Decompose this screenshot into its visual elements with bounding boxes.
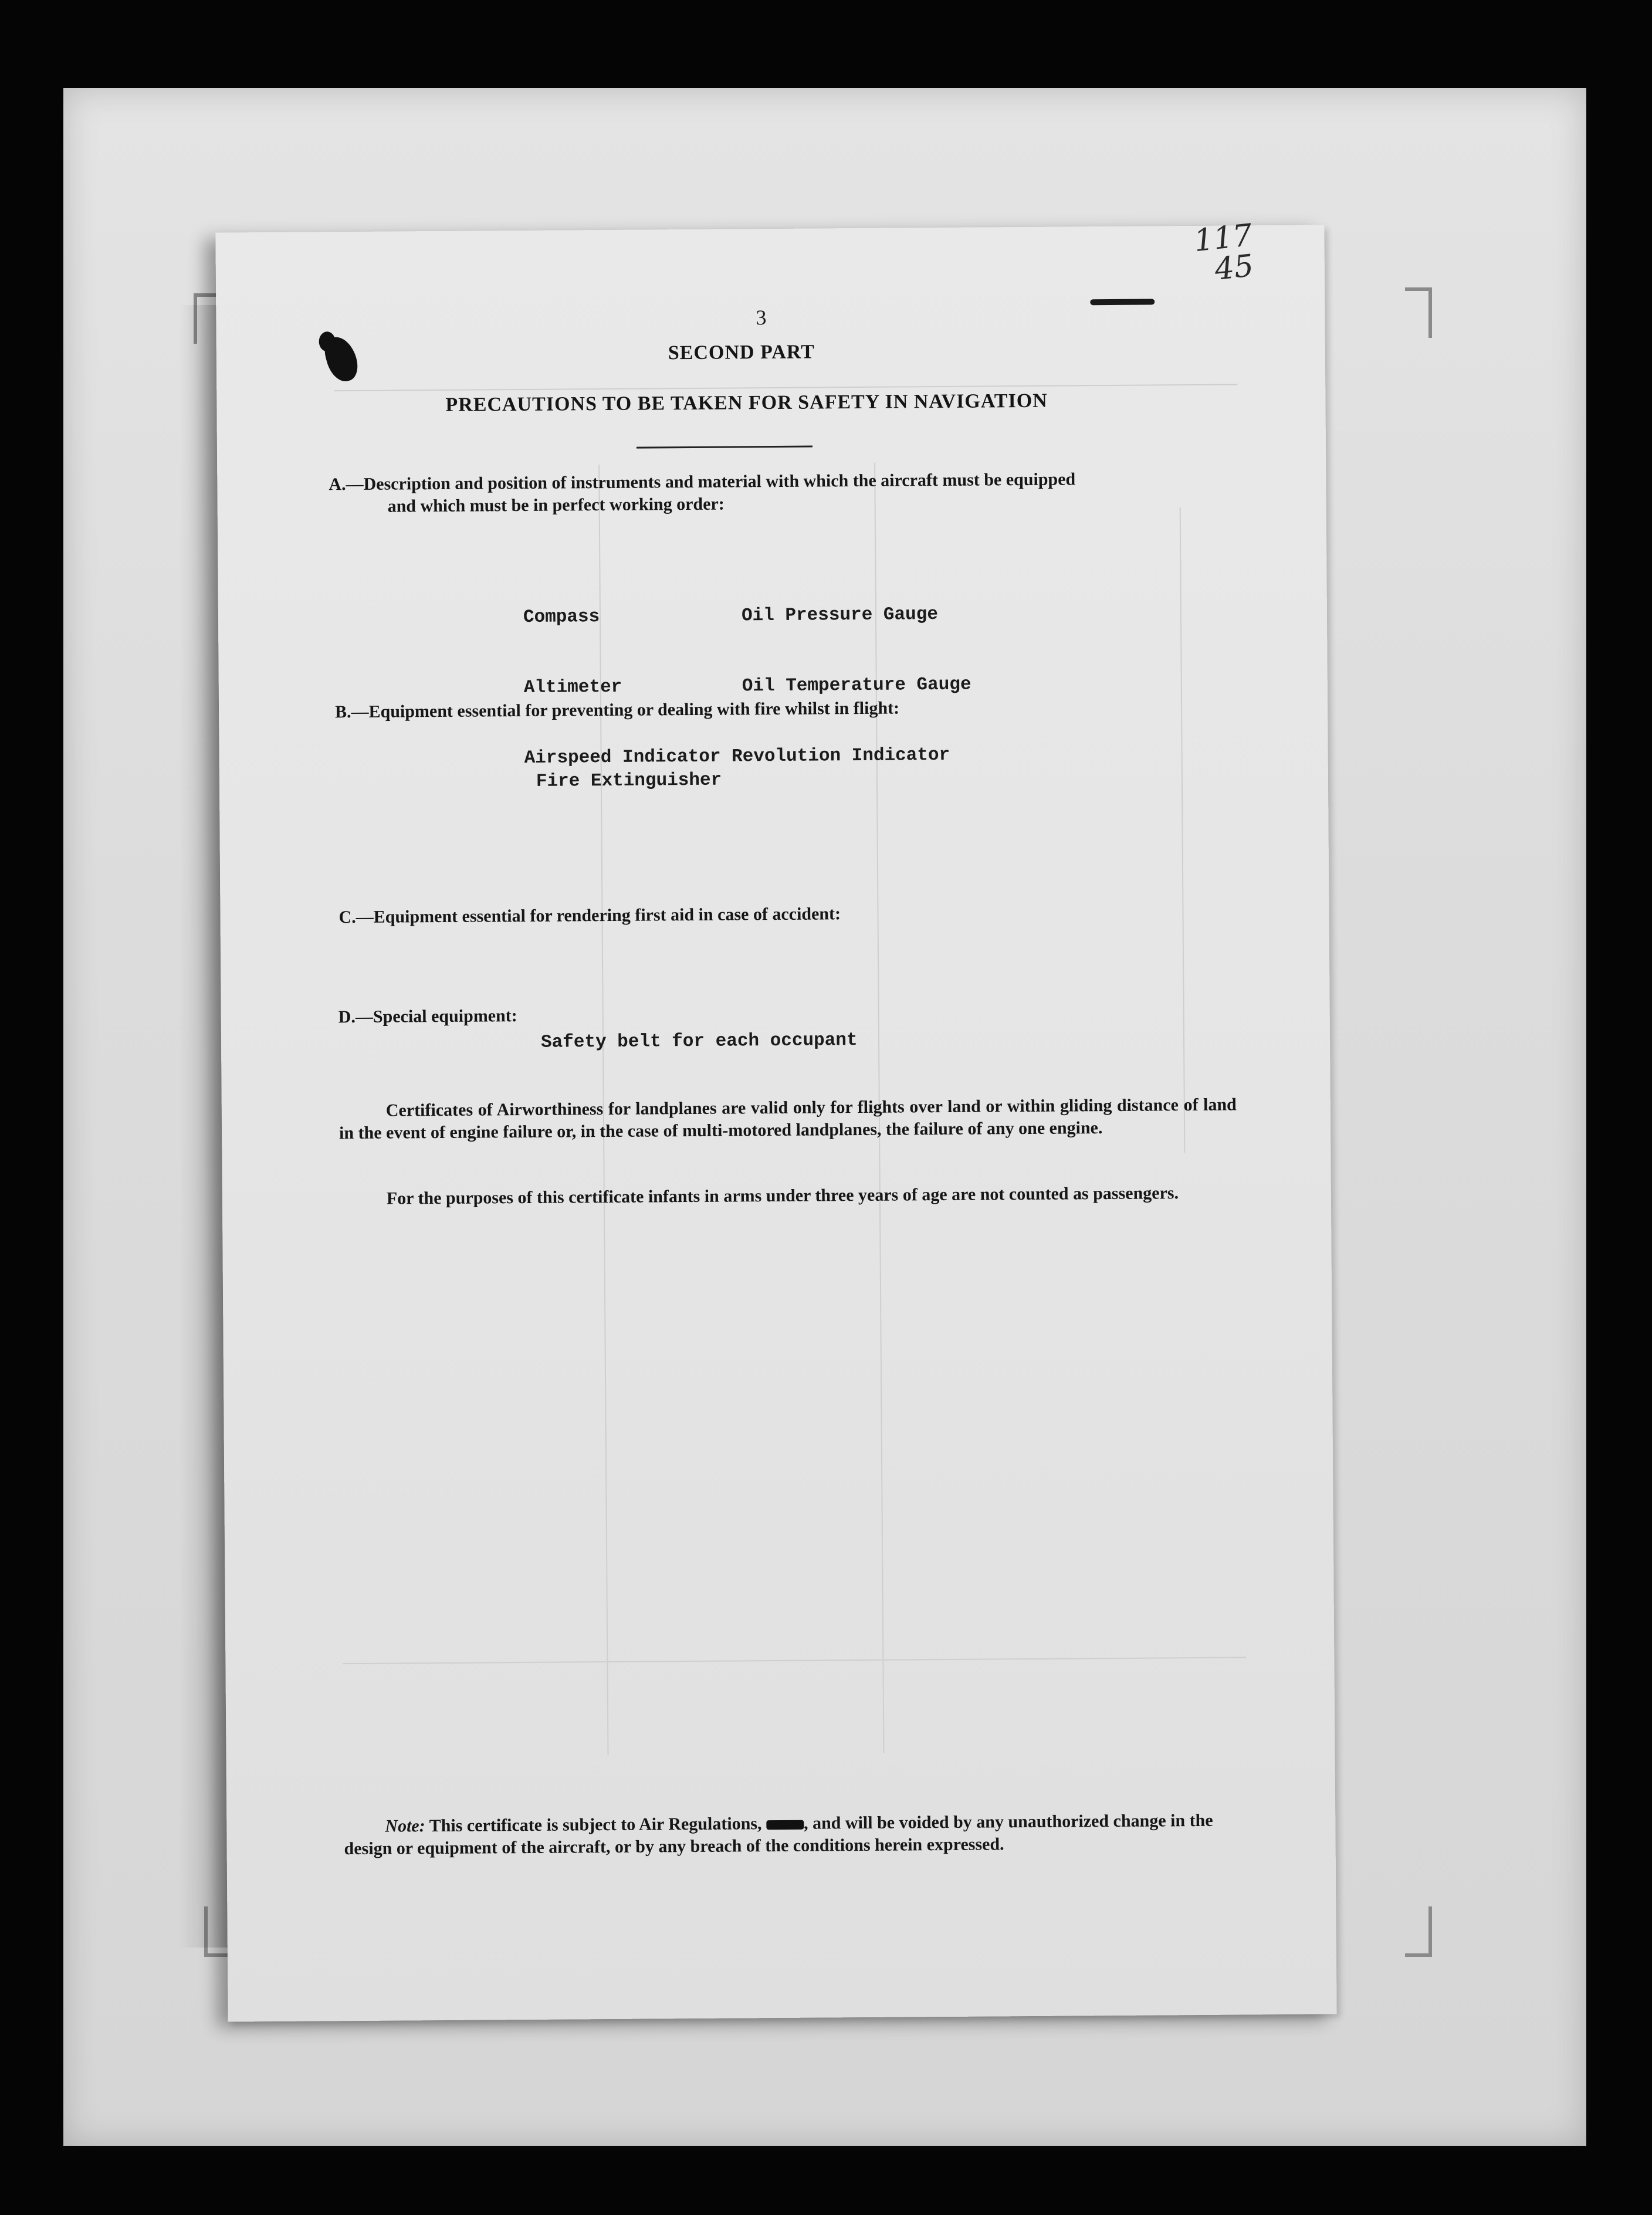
note-paragraph	[344, 1809, 1241, 1860]
instrument-row: Airspeed Indicator Revolution Indicator	[524, 744, 950, 768]
handwritten-annotation	[1193, 220, 1257, 287]
handwritten-mark: 117	[1192, 218, 1254, 259]
page-number: 3	[756, 306, 767, 330]
instrument-row: Altimeter Oil Temperature Gauge	[523, 674, 971, 698]
section-d-label: D.—Special equipment:	[338, 1006, 517, 1027]
bleed-through-line	[334, 384, 1237, 391]
section-a	[329, 468, 1232, 519]
note-text-after: , and will be voided by any unauthorized change in the design or equipment of the aircraft, or by any breach of the conditions herein expressed.	[344, 1810, 1213, 1859]
note-text-before: This certificate is subject to Air Regulations,	[429, 1814, 762, 1836]
heading-rule	[637, 446, 813, 449]
ink-blot-mark	[319, 331, 336, 351]
redacted-mark	[766, 1820, 804, 1830]
section-b-value: Fire Extinguisher	[536, 770, 722, 792]
section-a-line2: and which must be in perfect working order:	[387, 494, 725, 516]
pen-dash-mark	[1090, 299, 1155, 305]
bleed-through-line	[343, 1657, 1246, 1664]
instrument-row: Compass Oil Pressure Gauge	[523, 604, 938, 628]
frame-corner-top-right	[1405, 287, 1432, 338]
infants-paragraph: For the purposes of this certificate infants in arms under three years of age are not counted as passengers.	[386, 1183, 1179, 1208]
document-page	[215, 225, 1336, 2021]
section-c-label: C.—Equipment essential for rendering first aid in case of accident:	[338, 904, 841, 927]
section-a-line1: A.—Description and position of instruments and material with which the aircraft must be equipped	[329, 469, 1076, 495]
section-b-label: B.—Equipment essential for preventing or dealing with fire whilst in flight:	[334, 698, 900, 722]
frame-corner-bottom-right	[1405, 1906, 1432, 1957]
section-title: SECOND PART	[668, 341, 815, 364]
note-label: Note:	[385, 1816, 425, 1836]
bleed-through-line	[1180, 507, 1186, 1153]
main-heading: PRECAUTIONS TO BE TAKEN FOR SAFETY IN NAVIGATION	[445, 390, 1048, 416]
handwritten-mark: 45	[1213, 248, 1255, 287]
airworthiness-paragraph: Certificates of Airworthiness for landplanes are valid only for flights over land or within gliding distance of land in the event of engine failure or, in the case of multi-motored landplanes, the failure of any one engine.	[338, 1095, 1237, 1143]
section-d-value: Safety belt for each occupant	[540, 1030, 858, 1053]
